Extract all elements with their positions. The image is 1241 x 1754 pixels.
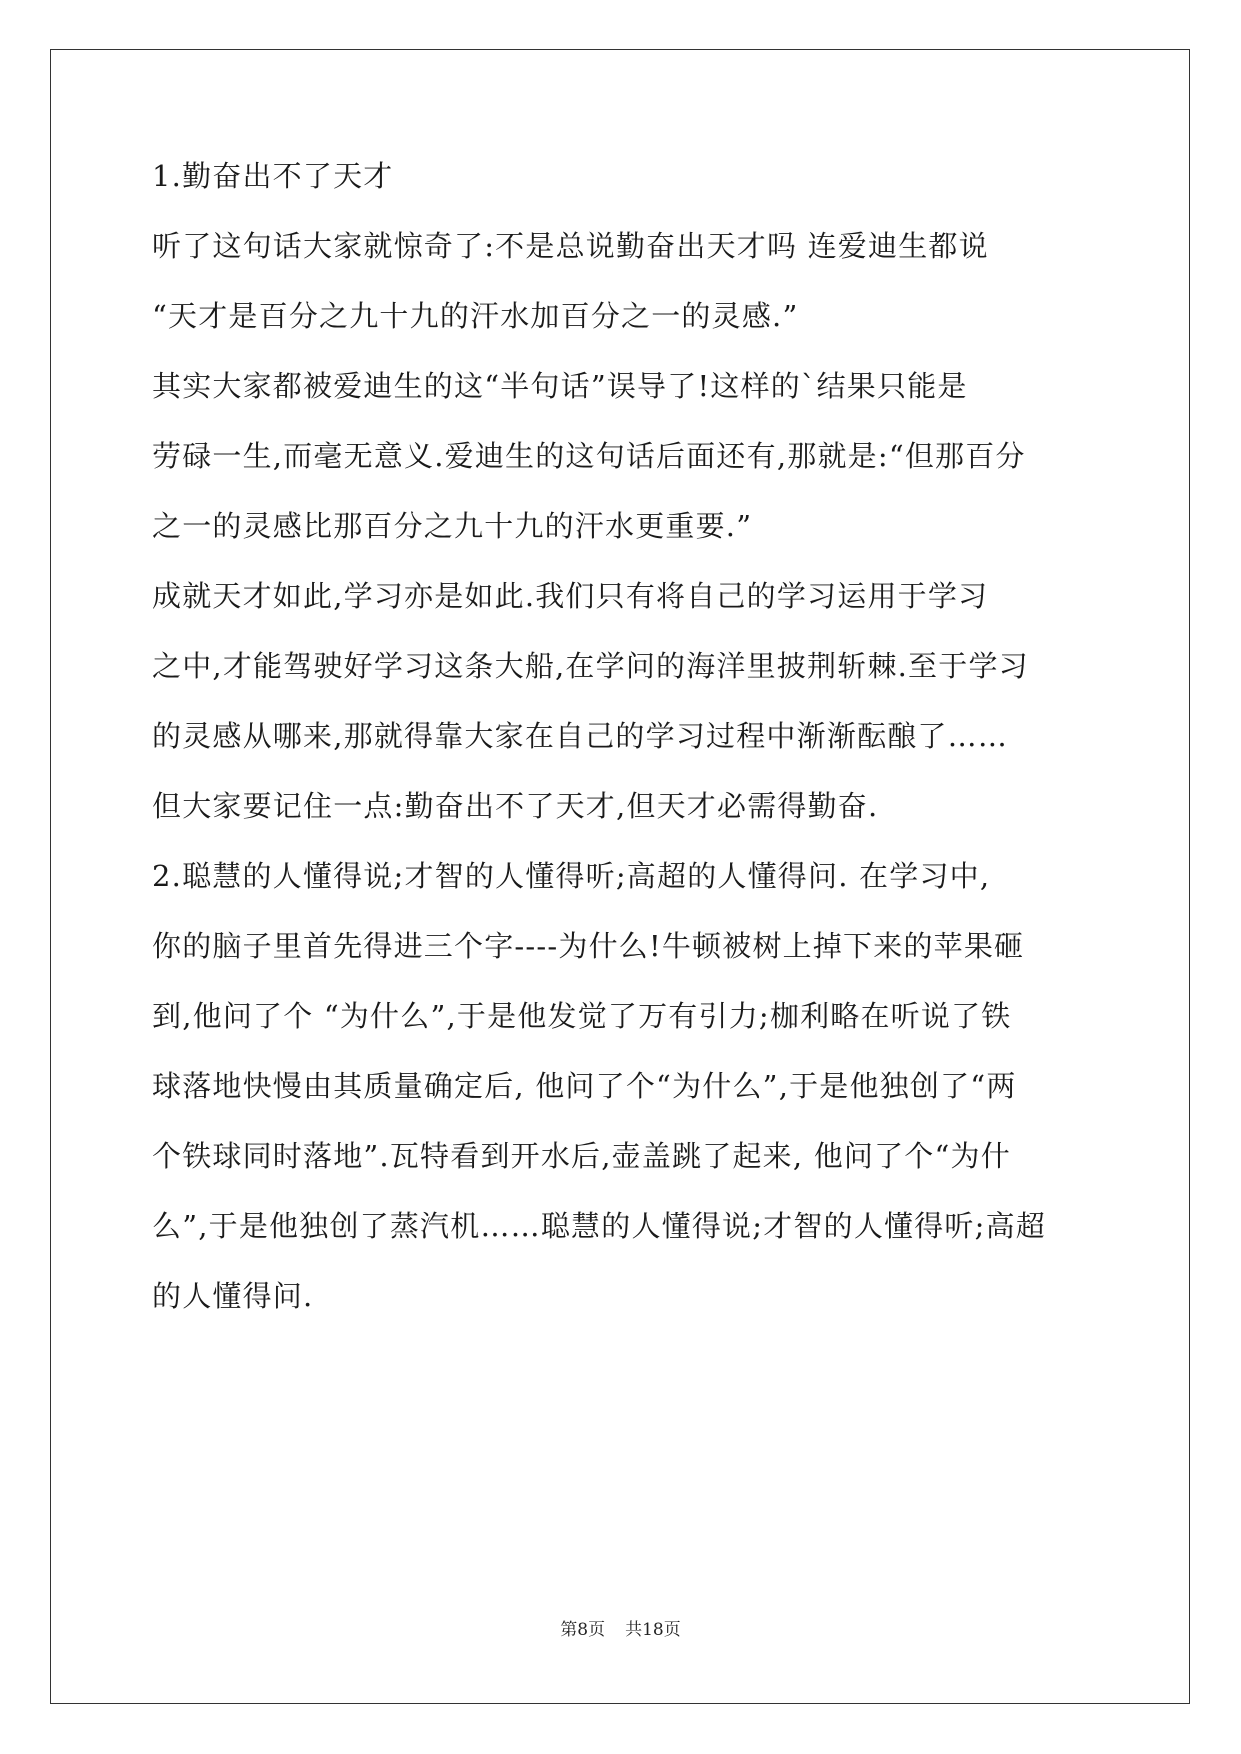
text-line: 么”,于是他独创了蒸汽机……聪慧的人懂得说;才智的人懂得听;高超 xyxy=(152,1209,1046,1243)
text-line: “天才是百分之九十九的汗水加百分之一的灵感.” xyxy=(152,299,799,333)
page-total: 共18页 xyxy=(625,1620,681,1640)
text-line: 的灵感从哪来,那就得靠大家在自己的学习过程中渐渐酝酿了…… xyxy=(152,719,1009,753)
text-line: 之中,才能驾驶好学习这条大船,在学问的海洋里披荆斩棘.至于学习 xyxy=(152,649,1029,683)
page-number: 第8页 xyxy=(560,1620,606,1640)
text-line: 1.勤奋出不了天才 xyxy=(152,159,394,193)
text-line: 你的脑子里首先得进三个字----为什么!牛顿被树上掉下来的苹果砸 xyxy=(152,929,1025,963)
text-line: 其实大家都被爱迪生的这“半句话”误导了!这样的`结果只能是 xyxy=(152,369,968,403)
text-line: 劳碌一生,而毫无意义.爱迪生的这句话后面还有,那就是:“但那百分 xyxy=(152,439,1026,473)
text-line: 听了这句话大家就惊奇了:不是总说勤奋出天才吗 连爱迪生都说 xyxy=(152,229,989,263)
text-line: 但大家要记住一点:勤奋出不了天才,但天才必需得勤奋. xyxy=(152,789,879,823)
text-line: 个铁球同时落地”.瓦特看到开水后,壶盖跳了起来, 他问了个“为什 xyxy=(152,1139,1011,1173)
text-line: 到,他问了个 “为什么”,于是他发觉了万有引力;枷利略在听说了铁 xyxy=(152,999,1012,1033)
text-line: 成就天才如此,学习亦是如此.我们只有将自己的学习运用于学习 xyxy=(152,579,989,613)
text-line: 球落地快慢由其质量确定后, 他问了个“为什么”,于是他独创了“两 xyxy=(152,1069,1017,1103)
page-footer xyxy=(0,1620,1241,1640)
text-line: 的人懂得问. xyxy=(152,1279,314,1313)
text-line: 之一的灵感比那百分之九十九的汗水更重要.” xyxy=(152,509,753,543)
text-line: 2.聪慧的人懂得说;才智的人懂得听;高超的人懂得问. 在学习中, xyxy=(152,859,991,893)
